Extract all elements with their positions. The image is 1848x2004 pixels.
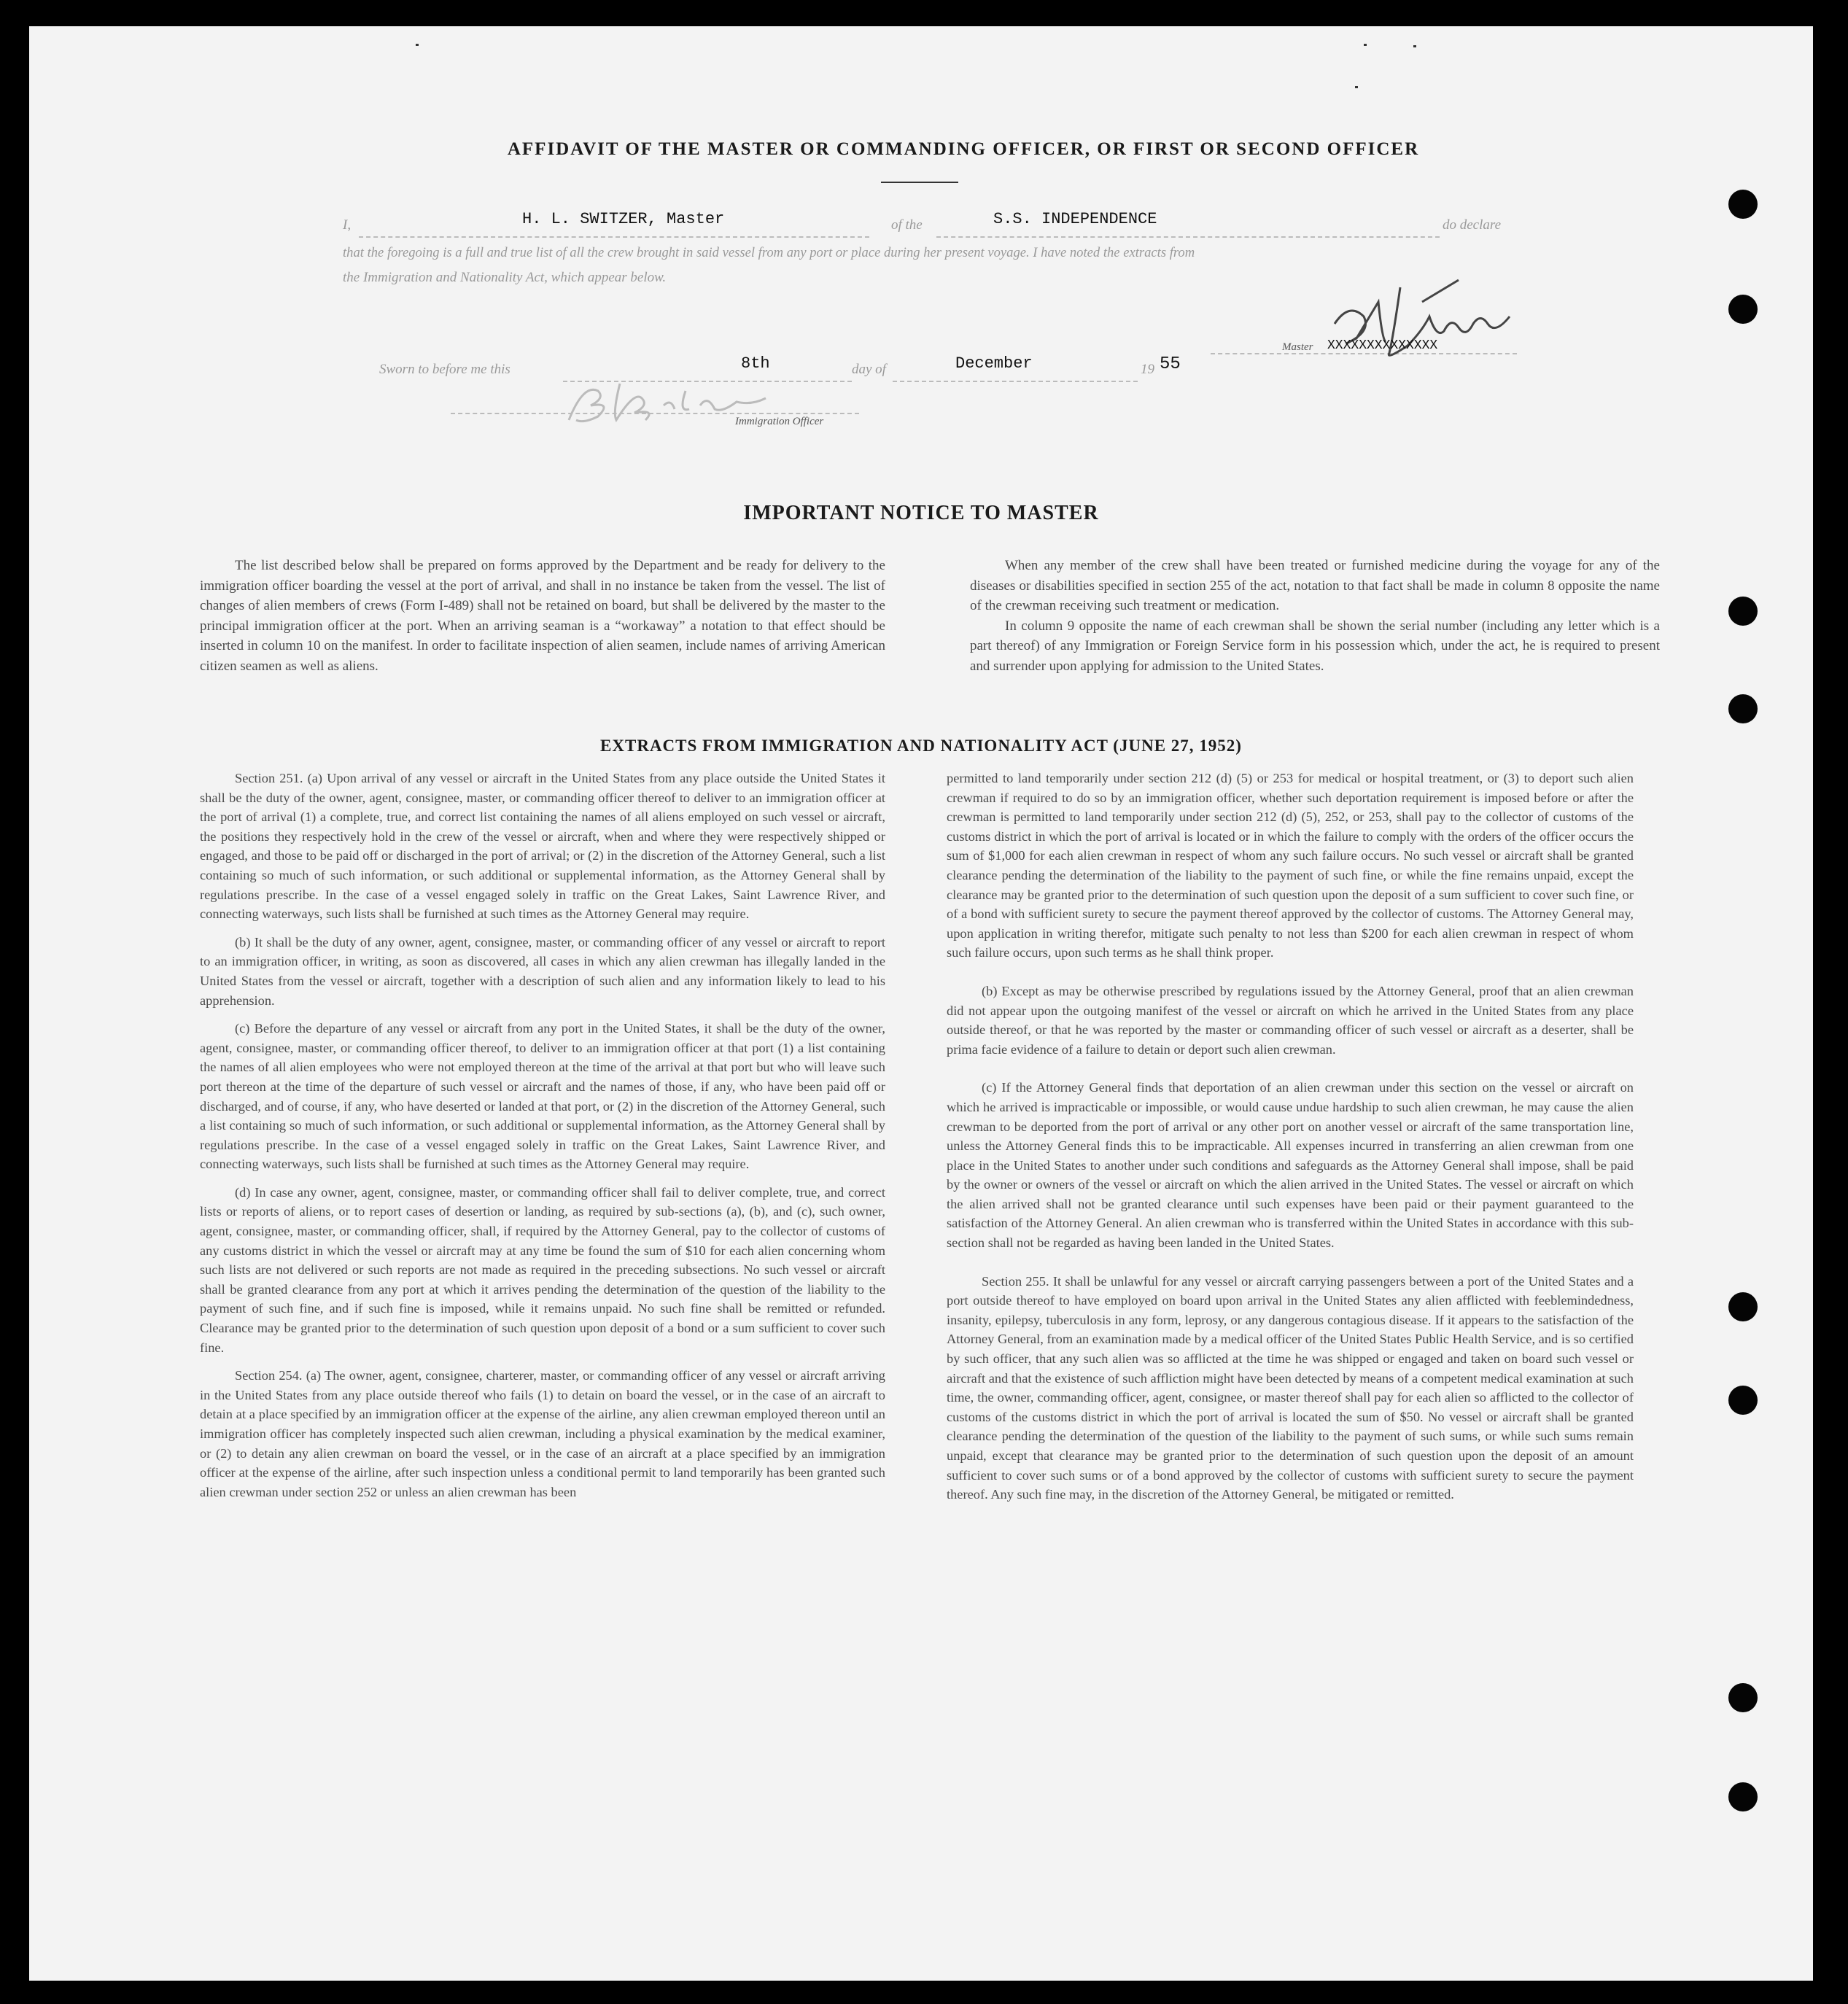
punch-hole bbox=[1728, 1292, 1758, 1321]
of-the-label: of the bbox=[891, 217, 923, 233]
punch-hole bbox=[1728, 597, 1758, 626]
act-section-paragraph: (c) If the Attorney General finds that deportation of an alien crewman under this section on the vessel or aircraft on which he arrived is impracticable or impossible, or would cause undue hardship to such alien crewman, he may cause the alien crewman to be deported from the port of arrival or any other port on another vessel or aircraft of the same transportation line, unless the Attorney General finds this to be impracticable. All expenses incurred in transferring an alien crewman from one place in the United States to another under such conditions and safeguards as the Attorney General shall impose, shall be paid by the owner or owners of the vessel or aircraft on which the alien arrived in the United States. The vessel or aircraft on which the alien arrived shall not be granted clearance until such expenses have been paid or their payment guaranteed to the satisfaction of the Attorney General. An alien crewman who is transferred within the United States in accordance with this sub-section shall not be regarded as having been landed in the United States. bbox=[947, 1080, 1634, 1251]
notice-paragraph: When any member of the crew shall have been treated or furnished medicine during the voyage for any of the diseases or disabilities specified in section 255 of the act, notation to that fact shall be made in column 8 opposite the name of the crewman receiving such treatment or medication. bbox=[970, 558, 1660, 613]
notice-paragraph: In column 9 opposite the name of each crewman shall be shown the serial number (including any letter which is a part thereof) of any Immigration or Foreign Service form in his possession which, under the act, he is required to present and surrender upon applying for admission to the United States. bbox=[970, 618, 1660, 674]
notice-left-column bbox=[200, 556, 885, 685]
immigration-officer-label: Immigration Officer bbox=[735, 416, 824, 427]
sworn-day-value: 8th bbox=[741, 354, 770, 373]
speck bbox=[1355, 86, 1358, 88]
notice-paragraph: The list described below shall be prepared on forms approved by the Department and be ready for delivery to the immigration officer boarding the vessel at the port of arrival, and shall in no instance be taken from the vessel. The list of changes of alien members of crews (Form I-489) shall not be retained on board, but shall be delivered by the master to the principal immigration officer at the port. When an arriving seaman is a “workaway” a notation to that effect should be inserted in column 10 on the manifest. In order to facilitate inspection of alien seamen, include names of arriving American citizen seamen as well as aliens. bbox=[200, 558, 885, 674]
punch-hole bbox=[1728, 1782, 1758, 1811]
act-section-paragraph: Section 254. (a) The owner, agent, consignee, charterer, master, or commanding officer of any vessel or aircraft arriving in the United States from any place outside thereof who fails (1) to detain on board the vessel, or in the case of an aircraft to detain at a place specified by an immigration officer at the expense of the airline, any alien crewman employed thereon until an immigration officer has completely inspected such alien crewman, including a physical examination by the medical examiner, or (2) to detain any alien crewman on board the vessel, or in the case of an aircraft at a place specified by an immigration officer at the expense of the airline, after such inspection unless a conditional permit to land temporarily has been granted such alien crewman under section 252 or unless an alien crewman has been bbox=[200, 1368, 885, 1499]
title-rule bbox=[881, 182, 958, 183]
extracts-title: EXTRACTS FROM IMMIGRATION AND NATIONALITY ACT (JUNE 27, 1952) bbox=[600, 737, 1242, 755]
sworn-year-value: 55 bbox=[1160, 354, 1181, 374]
extracts-right-column bbox=[947, 769, 1634, 1513]
punch-hole bbox=[1728, 190, 1758, 219]
punch-hole bbox=[1728, 295, 1758, 324]
affidavit-title: AFFIDAVIT OF THE MASTER OR COMMANDING OFFICER, OR FIRST OR SECOND OFFICER bbox=[507, 139, 1420, 159]
punch-hole bbox=[1728, 1386, 1758, 1415]
struck-title: XXXXXXXXXXXXXX bbox=[1327, 338, 1438, 353]
speck bbox=[1364, 44, 1367, 46]
day-of-label: day of bbox=[852, 362, 886, 377]
do-declare-label: do declare bbox=[1443, 217, 1502, 233]
punch-hole bbox=[1728, 1683, 1758, 1712]
year-prefix: 19 bbox=[1141, 362, 1154, 377]
act-section-paragraph: (b) It shall be the duty of any owner, agent, consignee, master, or commanding officer of any vessel or aircraft to report to an immigration officer, in writing, as soon as discovered, all cases in which any alien crewman has illegally landed in the United States from the vessel or aircraft, together with a description of such alien and any information likely to lead to his apprehension. bbox=[200, 934, 885, 1008]
vessel-name-value: S.S. INDEPENDENCE bbox=[993, 210, 1157, 228]
punch-hole bbox=[1728, 694, 1758, 723]
speck bbox=[1413, 45, 1416, 47]
declaration-prefix: I, bbox=[343, 217, 352, 233]
declaration-line-2: that the foregoing is a full and true list of all the crew brought in said vessel from any port or place during her present voyage. I have noted the extracts from bbox=[343, 245, 1195, 260]
act-section-paragraph: (c) Before the departure of any vessel or aircraft from any port in the United States, it shall be the duty of the owner, agent, consignee, master, or commanding officer thereof, to deliver to an immigration officer at that port (1) a list containing the names of all alien employees who were not employed thereon at the time of the arrival at that port but who will leave such port thereon at the time of the departure of such vessel or aircraft and the names of those, if any, who have been paid off or discharged, and of course, if any, who have deserted or landed at that port, or (2) in the discretion of the Attorney General, such a list containing so much of such information, or such additional or supplemental information, as the Attorney General shall by regulations prescribe. In the case of a vessel engaged solely in traffic on the Great Lakes, Saint Lawrence River, and connecting waterways, such lists shall be furnished at such times as the Attorney General may require. bbox=[200, 1021, 885, 1172]
act-section-paragraph: Section 255. It shall be unlawful for any vessel or aircraft carrying passengers between a port of the United States and a port outside thereof to have employed on board upon arrival in the United States any alien afflicted with feeblemindedness, insanity, epilepsy, tuberculosis in any form, leprosy, or any dangerous contagious disease. If it appears to the satisfaction of the Attorney General, from an examination made by a medical officer of the United States Public Health Service, and is so certified by such officer, that any such alien was so afflicted at the time he was shipped or engaged and taken on board such vessel or aircraft and that the existence of such affliction might have been detected by means of a competent medical examination at such time, the owner, commanding officer, agent, consignee, or master thereof shall pay for each alien so afflicted to the collector of customs of the customs district in which the port of arrival is located the sum of $50. No vessel or aircraft shall be granted clearance pending the determination of the question of the liability to the payment of such sums, or while such sums remain unpaid, except that clearance may be granted prior to the determination of such question upon the deposit of an amount sufficient to cover such sums or of a bond approved by the collector of customs with sufficient surety to secure the payment thereof. Any such fine may, in the discretion of the Attorney General, be mitigated or remitted. bbox=[947, 1273, 1634, 1502]
master-signature bbox=[1320, 273, 1539, 368]
master-label: Master bbox=[1282, 341, 1313, 353]
declaration-line-3: the Immigration and Nationality Act, which appear below. bbox=[343, 270, 667, 285]
sworn-label: Sworn to before me this bbox=[379, 362, 510, 377]
notice-title: IMPORTANT NOTICE TO MASTER bbox=[743, 502, 1099, 524]
sworn-month-value: December bbox=[955, 354, 1033, 373]
extracts-left-column bbox=[200, 769, 885, 1510]
act-section-paragraph: Section 251. (a) Upon arrival of any vessel or aircraft in the United States from any place outside the United States it shall be the duty of the owner, agent, consignee, master, or commanding officer thereof to deliver to an immigration officer at the port of arrival (1) a complete, true, and correct list containing the names of all aliens employed on such vessel or aircraft, the positions they respectively hold in the crew of the vessel or aircraft, when and where they were respectively shipped or engaged, and those to be paid off or discharged in the port of arrival; or (2) in the discretion of the Attorney General, such a list containing so much of such information, or such additional or supplemental information, as the Attorney General shall by regulations prescribe. In the case of a vessel engaged solely in traffic on the Great Lakes, Saint Lawrence River, and connecting waterways, such lists shall be furnished at such times as the Attorney General may require. bbox=[200, 771, 885, 922]
speck bbox=[416, 44, 419, 46]
master-name-value: H. L. SWITZER, Master bbox=[522, 210, 725, 228]
document-page bbox=[29, 26, 1813, 1981]
notice-right-column bbox=[970, 556, 1660, 685]
act-section-paragraph: permitted to land temporarily under section 212 (d) (5) or 253 for medical or hospital treatment, or (3) to deport such alien crewman if required to do so by an immigration officer, whether such deportation requirement is imposed before or after the crewman is permitted to land temporarily under section 212 (d) (5), 252, or 253, shall pay to the collector of customs of the customs district in which the port of arrival is located or in which the failure to comply with the orders of the officer occurs the sum of $1,000 for each alien crewman in respect of whom any such failure occurs. No such vessel or aircraft shall be granted clearance pending the determination of the liability to the payment of such fine, or while the fine remains unpaid, except the clearance may be granted prior to the determination of such question upon the deposit of a sum sufficient to cover such fine, or of a bond with sufficient surety to secure the payment thereof approved by the collector of customs. The Attorney General may, upon application in writing therefor, mitigate such penalty to not less than $200 for each alien crewman in respect of whom such failure occurs, upon such terms as he shall think proper. bbox=[947, 771, 1634, 960]
act-section-paragraph: (d) In case any owner, agent, consignee, master, or commanding officer shall fail to deliver complete, true, and correct lists or reports of aliens, or to report cases of desertion or landing, as required by sub-sections (a), (b), and (c), such owner, agent, consignee, master, or commanding officer, shall, if required by the Attorney General, pay to the collector of customs of any customs district in which the vessel or aircraft may at any time be found the sum of $10 for each alien concerning whom such lists are not delivered or such reports are not made as required in the preceding subsections. No such vessel or aircraft shall be granted clearance from any port at which it arrives pending the determination of the question of the liability to the payment of such fine, and if such fine is imposed, while it remains unpaid. No such fine shall be remitted or refunded. Clearance may be granted prior to the determination of such question upon deposit of a bond or a sum sufficient to cover such fine. bbox=[200, 1184, 885, 1355]
act-section-paragraph: (b) Except as may be otherwise prescribed by regulations issued by the Attorney General, proof that an alien crewman did not appear upon the outgoing manifest of the vessel or aircraft on which he arrived in the United States from any place outside thereof, or that he was reported by the master or commanding officer of such vessel or aircraft as a deserter, shall be prima facie evidence of a failure to detain or deport such alien crewman. bbox=[947, 983, 1634, 1057]
